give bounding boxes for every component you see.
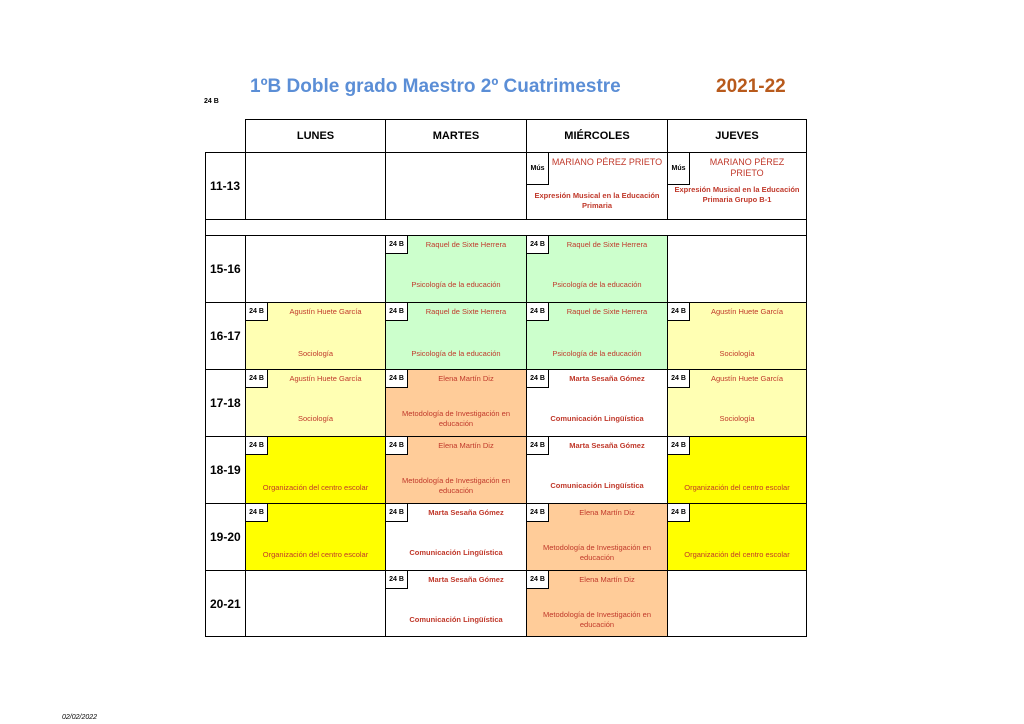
classroom-code: 24 B — [386, 504, 408, 522]
subject-name: Psicología de la educación — [411, 280, 501, 289]
professor-name: Agustín Huete García — [289, 307, 362, 316]
professor-name: Raquel de Sixte Herrera — [425, 307, 507, 316]
slot-martes-16-17 — [385, 302, 527, 370]
slot-jueves-19-20 — [667, 503, 807, 571]
subject-name: Metodología de Investigación en educación — [402, 409, 510, 428]
subject-name: Psicología de la educación — [552, 349, 642, 358]
classroom-code: 24 B — [386, 437, 408, 455]
classroom-code: 24 B — [527, 303, 549, 321]
professor-name: Raquel de Sixte Herrera — [566, 240, 648, 249]
slot-lunes-20-21 — [245, 570, 386, 637]
classroom-code: 24 B — [386, 370, 408, 388]
subject-name: Sociología — [719, 349, 755, 358]
slot-lunes-11-13 — [245, 152, 386, 220]
slot-miercoles-16-17 — [526, 302, 668, 370]
slot-jueves-16-17 — [667, 302, 807, 370]
slot-jueves-18-19 — [667, 436, 807, 504]
day-header-martes: MARTES — [385, 119, 527, 153]
slot-jueves-17-18 — [667, 369, 807, 437]
classroom-code: 24 B — [527, 236, 549, 254]
professor-name: Marta Sesaña Gómez — [569, 441, 645, 450]
time-label-16-17: 16-17 — [205, 302, 246, 370]
academic-year: 2021-22 — [716, 76, 786, 97]
classroom-code: Mús — [527, 153, 549, 185]
classroom-code: Mús — [668, 153, 690, 185]
professor-name: Marta Sesaña Gómez — [428, 508, 504, 517]
day-header-jueves: JUEVES — [667, 119, 807, 153]
slot-miercoles-17-18 — [526, 369, 668, 437]
subject-name: Comunicación Lingüística — [409, 548, 503, 557]
slot-martes-11-13 — [385, 152, 527, 220]
group-tag: 24 B — [204, 98, 219, 105]
classroom-code: 24 B — [668, 437, 690, 455]
slot-lunes-17-18 — [245, 369, 386, 437]
professor-name: Elena Martín Diz — [438, 441, 494, 450]
professor-name: Marta Sesaña Gómez — [428, 575, 504, 584]
subject-name: Comunicación Lingüística — [550, 481, 644, 490]
slot-martes-18-19 — [385, 436, 527, 504]
slot-miercoles-18-19 — [526, 436, 668, 504]
slot-lunes-15-16 — [245, 235, 386, 303]
professor-name: Raquel de Sixte Herrera — [425, 240, 507, 249]
classroom-code: 24 B — [246, 303, 268, 321]
classroom-code: 24 B — [527, 437, 549, 455]
professor-name: MARIANO PÉREZ PRIETO — [709, 157, 785, 178]
time-label-17-18: 17-18 — [205, 369, 246, 437]
slot-miercoles-19-20 — [526, 503, 668, 571]
slot-martes-20-21 — [385, 570, 527, 637]
subject-name: Expresión Musical en la Educación Primaria — [534, 191, 660, 210]
slot-martes-19-20 — [385, 503, 527, 571]
slot-lunes-16-17 — [245, 302, 386, 370]
subject-name: Organización del centro escolar — [684, 550, 790, 559]
print-date: 02/02/2022 — [62, 714, 98, 721]
classroom-code: 24 B — [386, 303, 408, 321]
time-label-15-16: 15-16 — [205, 235, 246, 303]
classroom-code: 24 B — [668, 370, 690, 388]
time-label-11-13: 11-13 — [205, 152, 246, 220]
subject-name: Comunicación Lingüística — [550, 414, 644, 423]
subject-name: Comunicación Lingüística — [409, 615, 503, 624]
subject-name: Sociología — [297, 349, 334, 358]
slot-miercoles-20-21 — [526, 570, 668, 637]
classroom-code: 24 B — [668, 504, 690, 522]
professor-name: Marta Sesaña Gómez — [569, 374, 645, 383]
day-header-miercoles: MIÉRCOLES — [526, 119, 668, 153]
subject-name: Metodología de Investigación en educación — [543, 543, 651, 562]
classroom-code: 24 B — [668, 303, 690, 321]
subject-name: Expresión Musical en la Educación Primaria Grupo B-1 — [674, 185, 800, 204]
subject-name: Sociología — [297, 414, 334, 423]
page-title: 1ºB Doble grado Maestro 2º Cuatrimestre — [250, 76, 621, 97]
classroom-code: 24 B — [527, 571, 549, 589]
subject-name: Psicología de la educación — [552, 280, 642, 289]
slot-martes-15-16 — [385, 235, 527, 303]
slot-miercoles-11-13 — [526, 152, 668, 220]
classroom-code: 24 B — [246, 370, 268, 388]
classroom-code: 24 B — [527, 370, 549, 388]
day-header-lunes: LUNES — [245, 119, 386, 153]
classroom-code: 24 B — [527, 504, 549, 522]
spacer-row — [205, 219, 807, 236]
slot-jueves-20-21 — [667, 570, 807, 637]
subject-name: Organización del centro escolar — [262, 550, 369, 559]
classroom-code: 24 B — [386, 571, 408, 589]
subject-name: Psicología de la educación — [411, 349, 501, 358]
slot-miercoles-15-16 — [526, 235, 668, 303]
subject-name: Organización del centro escolar — [262, 483, 369, 492]
time-label-19-20: 19-20 — [205, 503, 246, 571]
professor-name: Raquel de Sixte Herrera — [566, 307, 648, 316]
professor-name: Agustín Huete García — [710, 307, 784, 316]
professor-name: Elena Martín Diz — [579, 575, 635, 584]
slot-lunes-18-19 — [245, 436, 386, 504]
slot-jueves-11-13 — [667, 152, 807, 220]
time-label-20-21: 20-21 — [205, 570, 246, 637]
subject-name: Organización del centro escolar — [684, 483, 790, 492]
professor-name: Agustín Huete García — [289, 374, 362, 383]
professor-name: Agustín Huete García — [710, 374, 784, 383]
slot-martes-17-18 — [385, 369, 527, 437]
slot-jueves-15-16 — [667, 235, 807, 303]
classroom-code: 24 B — [386, 236, 408, 254]
slot-lunes-19-20 — [245, 503, 386, 571]
subject-name: Metodología de Investigación en educación — [543, 610, 651, 629]
professor-name: MARIANO PÉREZ PRIETO — [551, 157, 663, 167]
professor-name: Elena Martín Diz — [438, 374, 494, 383]
classroom-code: 24 B — [246, 437, 268, 455]
subject-name: Metodología de Investigación en educación — [402, 476, 510, 495]
classroom-code: 24 B — [246, 504, 268, 522]
time-label-18-19: 18-19 — [205, 436, 246, 504]
professor-name: Elena Martín Diz — [579, 508, 635, 517]
subject-name: Sociología — [719, 414, 755, 423]
